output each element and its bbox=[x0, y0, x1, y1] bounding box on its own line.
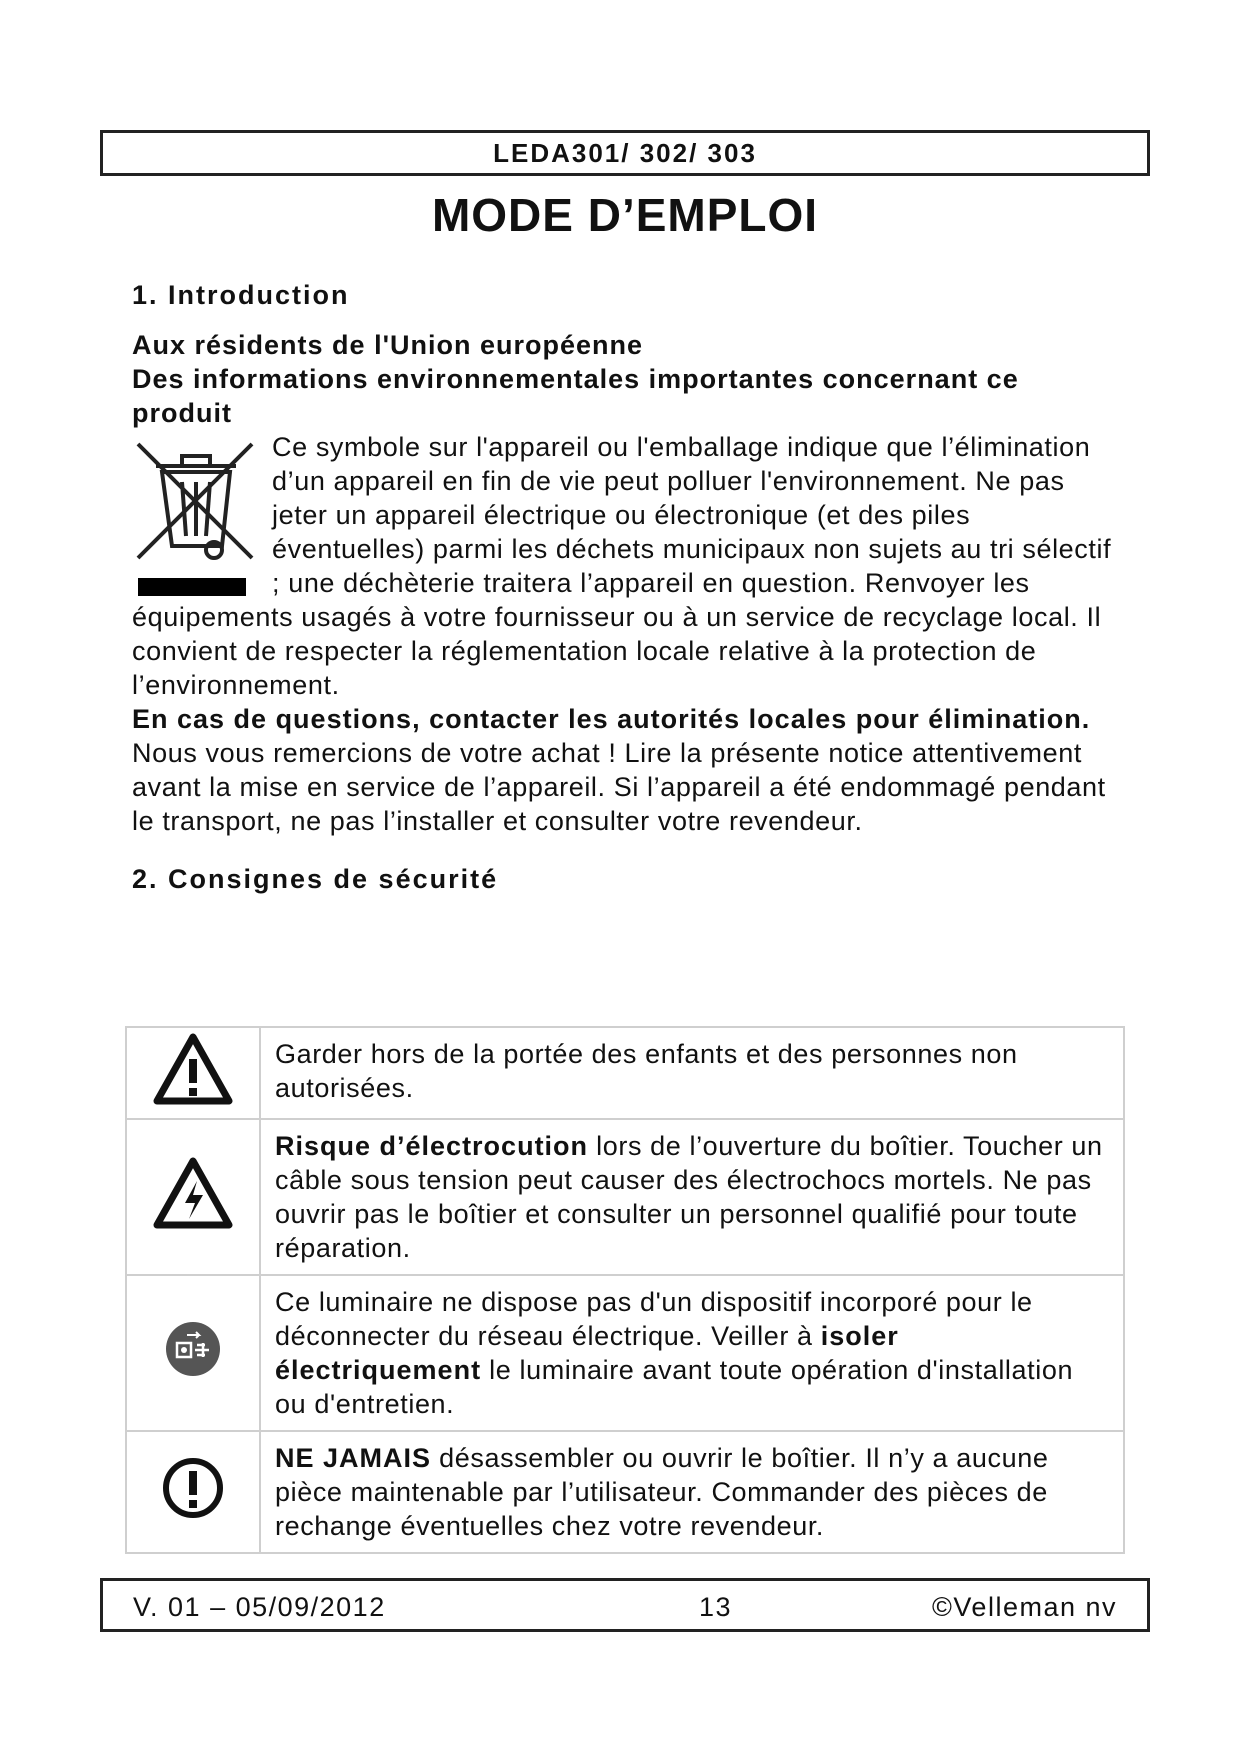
isolation-text-after: le luminaire avant toute opération d'installation ou d'entretien. bbox=[275, 1355, 1074, 1419]
safety-text-children: Garder hors de la portée des enfants et des personnes non autorisées. bbox=[275, 1039, 1018, 1103]
electric-shock-icon bbox=[153, 1157, 233, 1229]
header-box bbox=[100, 130, 1150, 176]
thanks-text: Nous vous remercions de votre achat ! Lire la présente notice attentivement avant la mise en service de l’appareil. Si l’appareil a été endommagé pendant le transport, ne pas l’installer et consulter votre revendeur. bbox=[132, 738, 1106, 836]
safety-row bbox=[126, 1027, 1124, 1119]
copyright: ©Velleman nv bbox=[932, 1592, 1117, 1622]
safety-row bbox=[126, 1119, 1124, 1275]
weee-block bbox=[132, 430, 1122, 702]
isolation-bold: isoler électriquement bbox=[275, 1321, 899, 1385]
page-number: 13 bbox=[699, 1592, 733, 1622]
eu-residents-heading: Aux résidents de l'Union européenne bbox=[132, 330, 644, 360]
safety-row bbox=[126, 1275, 1124, 1431]
never-label: NE JAMAIS bbox=[275, 1443, 432, 1473]
environment-heading: Des informations environnementales importantes concernant ce produit bbox=[132, 364, 1019, 428]
questions-notice: En cas de questions, contacter les autorités locales pour élimination. bbox=[132, 704, 1091, 734]
page-title: MODE D’EMPLOI bbox=[431, 189, 819, 241]
warning-triangle-icon bbox=[153, 1033, 233, 1105]
exclamation-circle-icon bbox=[161, 1456, 225, 1520]
weee-text: Ce symbole sur l'appareil ou l'emballage indique que l’élimination d’un appareil en fin de vie peut polluer l'environnement. Ne pas jeter un appareil électrique ou électronique (et des piles éventuelles) parmi les déchets municipaux non sujets au tri sélectif ; une déchèterie traitera l’appareil en question. Renvoyer les équipements usagés à votre fournisseur ou à un service de recyclage local. Il convient de respecter la réglementation locale relative à la protection de l’environnement. bbox=[132, 432, 1112, 700]
section-1-heading: 1. Introduction bbox=[132, 280, 350, 310]
footer-box bbox=[100, 1578, 1150, 1632]
electrocution-risk-label: Risque d’électrocution bbox=[275, 1131, 589, 1161]
isolation-text-before: Ce luminaire ne dispose pas d'un dispositif incorporé pour le déconnecter du réseau électrique. Veiller à bbox=[275, 1287, 1033, 1351]
safety-table bbox=[125, 1026, 1125, 1554]
disconnect-power-icon bbox=[165, 1321, 221, 1377]
safety-text-disassemble: désassembler ou ouvrir le boîtier. Il n’y a aucune pièce maintenable par l’utilisateur. Commander des pièces de rechange éventuelles chez votre revendeur. bbox=[275, 1443, 1049, 1541]
version-date: V. 01 – 05/09/2012 bbox=[133, 1592, 386, 1622]
section-2-heading: 2. Consignes de sécurité bbox=[132, 864, 499, 894]
crossed-bin-icon bbox=[132, 436, 260, 596]
safety-row bbox=[126, 1431, 1124, 1553]
safety-text-electrocution: lors de l’ouverture du boîtier. Toucher un câble sous tension peut causer des électrochocs mortels. Ne pas ouvrir pas le boîtier et consulter un personnel qualifié pour toute réparation. bbox=[275, 1131, 1103, 1263]
model-number: LEDA301/ 302/ 303 bbox=[493, 137, 757, 168]
main-content bbox=[132, 278, 1122, 896]
